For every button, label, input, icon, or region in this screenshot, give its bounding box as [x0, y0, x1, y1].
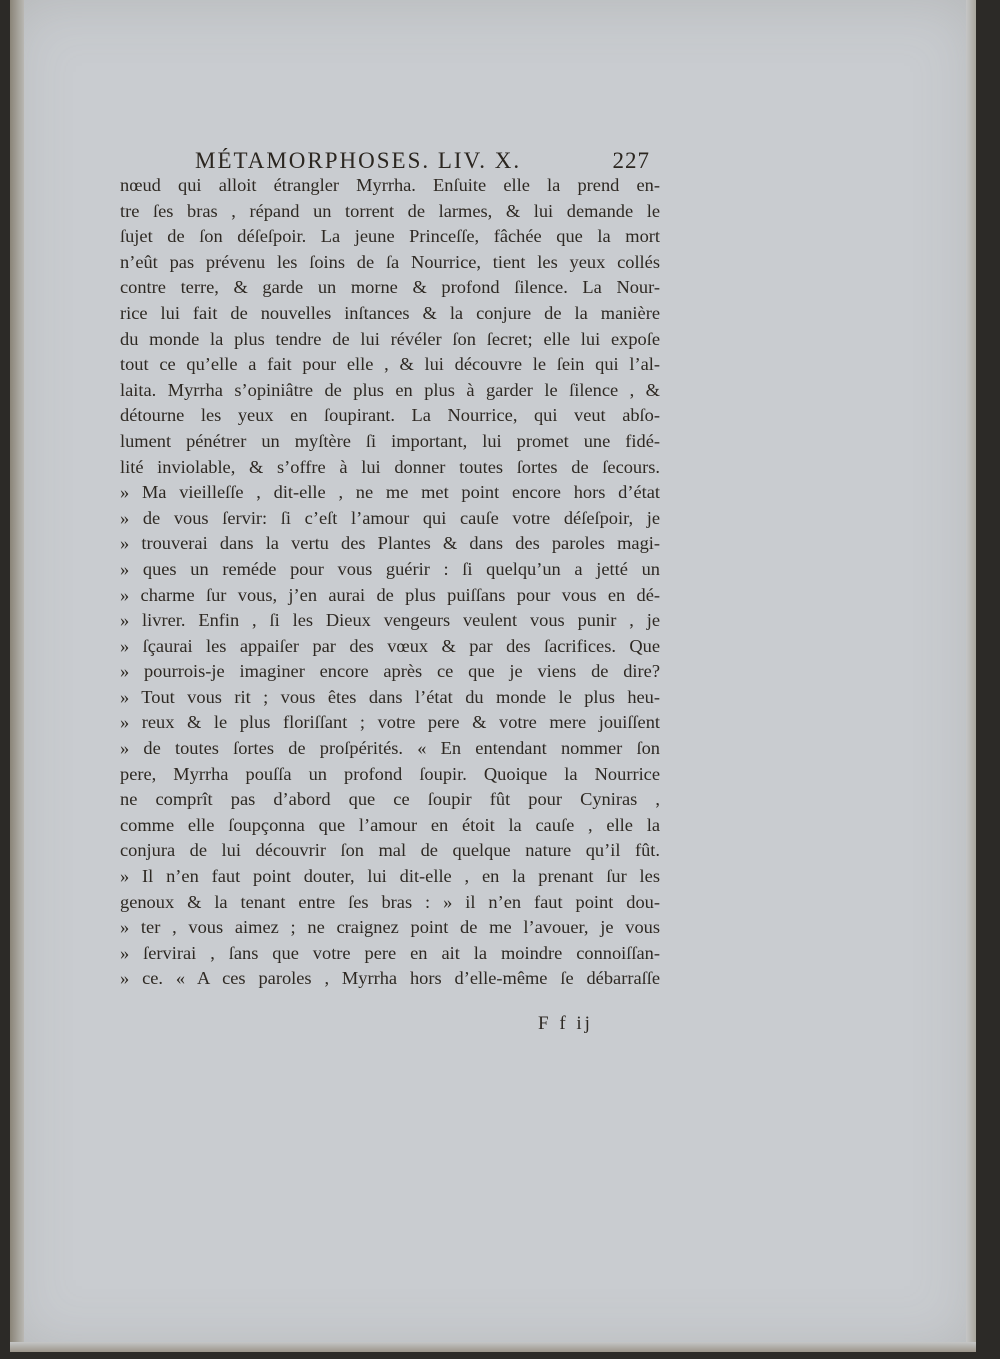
- text-line: tout ce qu’elle a fait pour elle , & lui découvre le ſein qui l’al-: [120, 354, 660, 375]
- text-line: » Ma vieilleſſe , dit-elle , ne me met point encore hors d’état: [120, 482, 660, 503]
- running-title: MÉTAMORPHOSES. LIV. X.: [195, 148, 522, 173]
- signature-mark: F f ij: [538, 1013, 593, 1034]
- text-line: lité inviolable, & s’offre à lui donner toutes ſortes de ſecours.: [120, 456, 660, 477]
- page-bottom-edge: [10, 1342, 976, 1352]
- text-line: » de toutes ſortes de proſpérités. « En entendant nommer ſon: [120, 738, 660, 759]
- text-line: » Il n’en faut point douter, lui dit-elle , en la prenant ſur les: [120, 866, 660, 887]
- text-line: n’eût pas prévenu les ſoins de ſa Nourrice, tient les yeux collés: [120, 251, 660, 272]
- text-line: contre terre, & garde un morne & profond ſilence. La Nour-: [120, 277, 660, 298]
- text-line: » ſçaurai les appaiſer par des vœux & par des ſacrifices. Que: [120, 635, 660, 656]
- text-line: » livrer. Enfin , ſi les Dieux vengeurs veulent vous punir , je: [120, 610, 660, 631]
- text-line: ſujet de ſon déſeſpoir. La jeune Princeſſe, fâchée que la mort: [120, 226, 660, 247]
- text-line: » pourrois-je imaginer encore après ce que je viens de dire?: [120, 661, 660, 682]
- text-line: genoux & la tenant entre ſes bras : » il n’en faut point dou-: [120, 891, 660, 912]
- body-text: [120, 173, 660, 992]
- text-line: comme elle ſoupçonna que l’amour en étoit la cauſe , elle la: [120, 814, 660, 835]
- text-line: » ques un reméde pour vous guérir : ſi quelqu’un a jetté un: [120, 558, 660, 579]
- text-line: conjura de lui découvrir ſon mal de quelque nature qu’il fût.: [120, 840, 660, 861]
- page-number: 227: [612, 148, 650, 173]
- text-line: détourne les yeux en ſoupirant. La Nourrice, qui veut abſo-: [120, 405, 660, 426]
- text-line: » charme ſur vous, j’en aurai de plus puiſſans pour vous en dé-: [120, 584, 660, 605]
- text-line: du monde la plus tendre de lui révéler ſon ſecret; elle lui expoſe: [120, 328, 660, 349]
- text-line: rice lui fait de nouvelles inſtances & la conjure de la manière: [120, 302, 660, 323]
- page-gutter: [10, 0, 24, 1352]
- text-line: nœud qui alloit étrangler Myrrha. Enſuite elle la prend en-: [120, 175, 660, 195]
- text-line: » ſervirai , ſans que votre pere en ait la moindre connoiſſan-: [120, 942, 660, 963]
- text-line: » Tout vous rit ; vous êtes dans l’état du monde le plus heu-: [120, 686, 660, 707]
- text-line: » ce. « A ces paroles , Myrrha hors d’elle-même ſe débarraſſe: [120, 968, 660, 989]
- text-line: pere, Myrrha pouſſa un profond ſoupir. Quoique la Nourrice: [120, 763, 660, 784]
- text-line: lument pénétrer un myſtère ſi important, lui promet une fidé-: [120, 430, 660, 451]
- text-line: » ter , vous aimez ; ne craignez point de me l’avouer, je vous: [120, 917, 660, 938]
- text-line: » reux & le plus floriſſant ; votre pere & votre mere jouiſſent: [120, 712, 660, 733]
- text-line: laita. Myrrha s’opiniâtre de plus en plus à garder le ſilence , &: [120, 379, 660, 400]
- text-line: tre ſes bras , répand un torrent de larmes, & lui demande le: [120, 200, 660, 221]
- text-line: » trouverai dans la vertu des Plantes & dans des paroles magi-: [120, 533, 660, 554]
- text-line: » de vous ſervir: ſi c’eſt l’amour qui cauſe votre déſeſpoir, je: [120, 507, 660, 528]
- page-edge: [966, 0, 976, 1352]
- text-line: ne comprît pas d’abord que ce ſoupir fût pour Cyniras ,: [120, 789, 660, 810]
